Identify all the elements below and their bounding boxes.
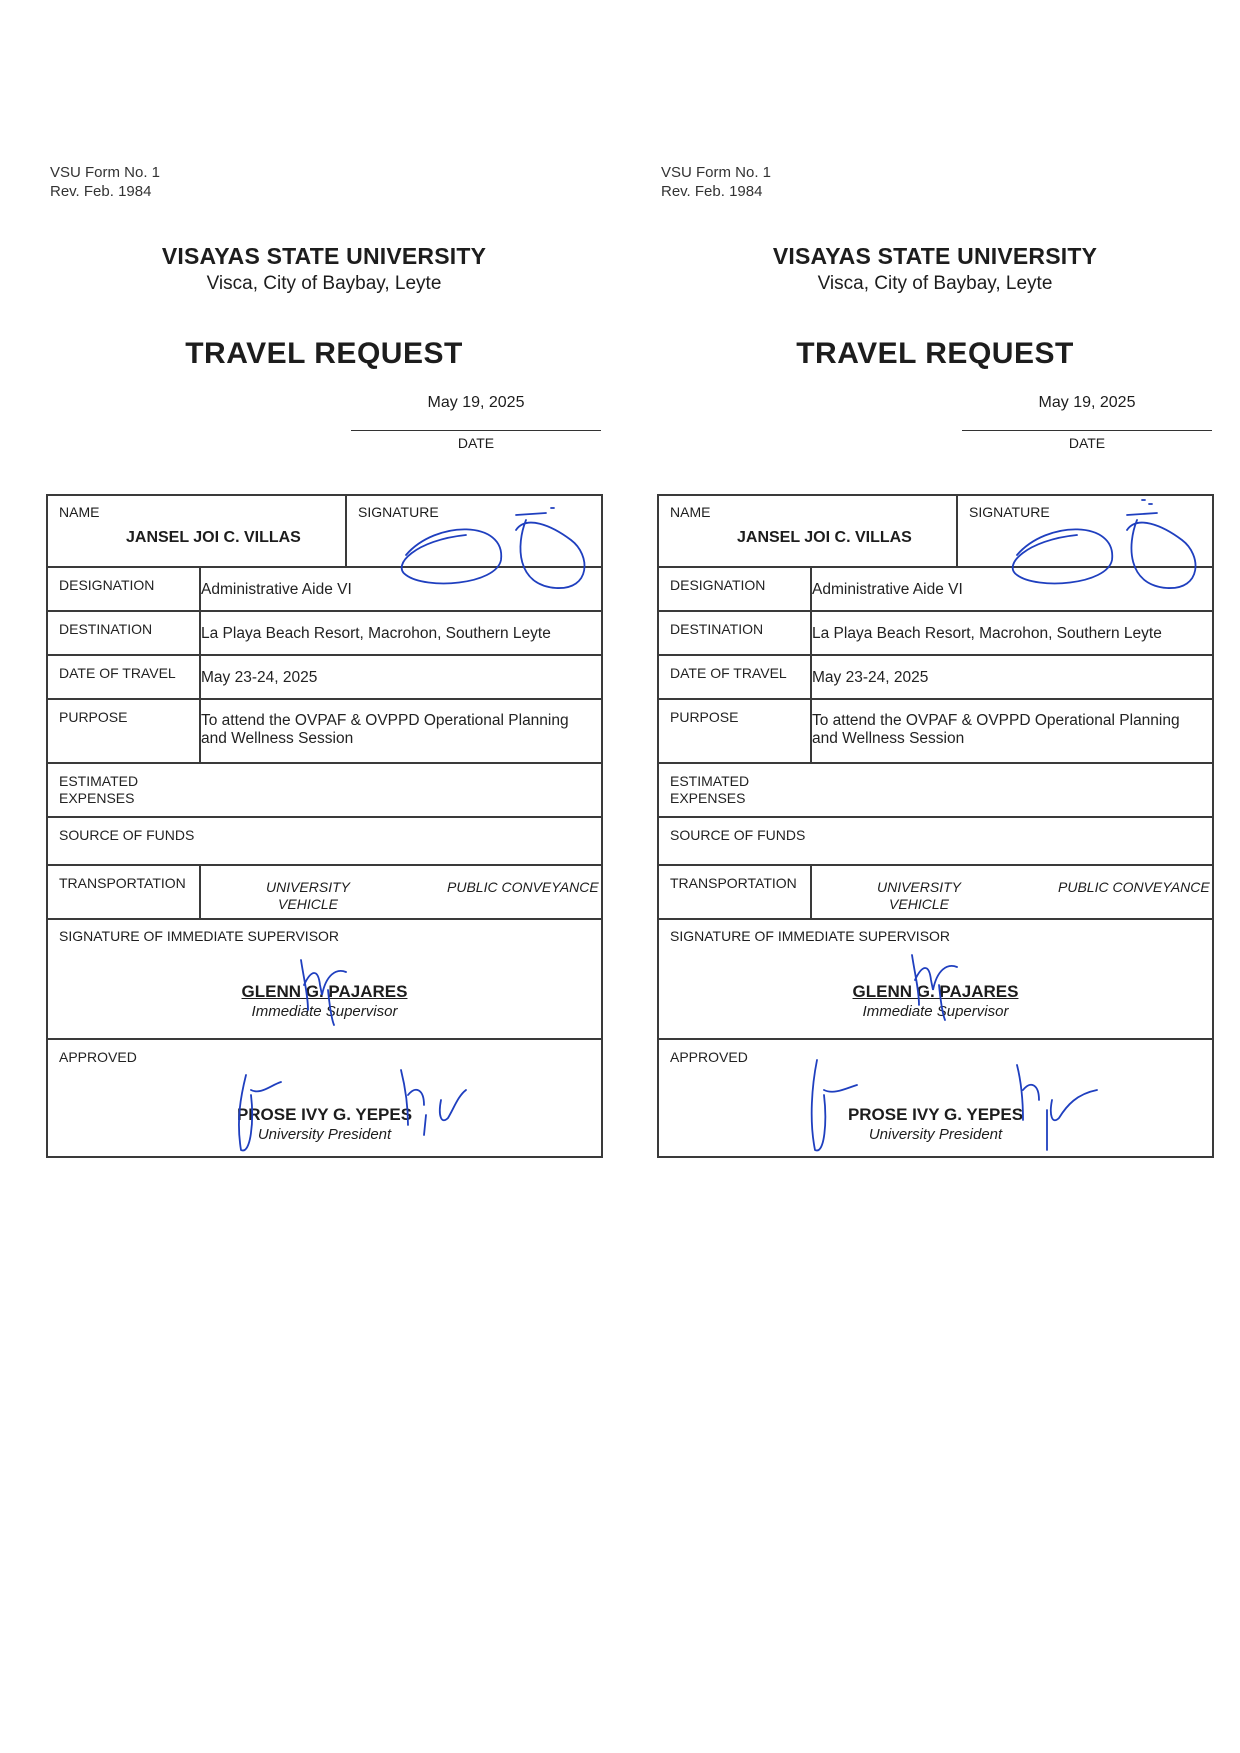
source-of-funds-cell [658,817,1213,865]
name-label: NAME [670,504,711,520]
designation-label: DESIGNATION [670,577,766,593]
date-label: DATE [1068,435,1106,451]
estimated-expenses-cell [47,763,602,817]
supervisor-position: Immediate Supervisor [862,1003,1009,1020]
date-label: DATE [457,435,495,451]
date-of-travel-label-cell [658,655,811,699]
designation-value-cell [200,567,602,611]
estimated-expenses-label: ESTIMATED EXPENSES [59,773,139,806]
supervisor-position: Immediate Supervisor [251,1003,398,1020]
approved-cell [47,1039,602,1157]
travel-request-form-left [46,0,606,1200]
purpose-label: PURPOSE [59,709,128,725]
designation-value: Administrative Aide VI [201,581,352,598]
purpose-label-cell [47,699,200,763]
supervisor-cell [658,919,1213,1039]
date-of-travel-label-cell [47,655,200,699]
option-public-conveyance: PUBLIC CONVEYANCE [447,879,599,895]
university-header [657,243,1213,295]
date-of-travel-label: DATE OF TRAVEL [59,665,176,681]
university-address: Visca, City of Baybay, Leyte [206,273,442,294]
approver-name: PROSE IVY G. YEPES [847,1105,1024,1124]
source-of-funds-label: SOURCE OF FUNDS [59,827,195,843]
destination-label-cell [47,611,200,655]
designation-value-cell [811,567,1213,611]
date-of-travel-label: DATE OF TRAVEL [670,665,787,681]
purpose-value: To attend the OVPAF & OVPPD Operational Planning and Wellness Session [201,712,569,747]
university-name: VISAYAS STATE UNIVERSITY [772,243,1098,269]
option-university-vehicle: UNIVERSITY VEHICLE [265,879,350,912]
signature-cell [346,495,602,567]
option-public-conveyance: PUBLIC CONVEYANCE [1058,879,1210,895]
source-of-funds-label: SOURCE OF FUNDS [670,827,806,843]
university-header [46,243,602,295]
transportation-label: TRANSPORTATION [59,875,186,891]
form-number [661,163,771,201]
estimated-expenses-cell [658,763,1213,817]
destination-value-cell [811,611,1213,655]
name-cell [658,495,957,567]
purpose-value: To attend the OVPAF & OVPPD Operational Planning and Wellness Session [812,712,1180,747]
form-number [50,163,160,201]
date-underline [351,430,601,431]
supervisor-name: GLENN G. PAJARES [852,982,1019,1001]
date-of-travel-value: May 23-24, 2025 [812,669,929,686]
supervisor-label: SIGNATURE OF IMMEDIATE SUPERVISOR [59,928,340,944]
purpose-label-cell [658,699,811,763]
form-title: TRAVEL REQUEST [796,337,1074,370]
name-value: JANSEL JOI C. VILLAS [737,529,912,546]
travel-request-form-right [657,0,1217,1200]
approved-label: APPROVED [59,1049,137,1065]
supervisor-cell [47,919,602,1039]
form-rev-text: Rev. Feb. 1984 [50,183,152,200]
transportation-options-cell [200,865,602,919]
form-rev-text: Rev. Feb. 1984 [661,183,763,200]
approved-label: APPROVED [670,1049,748,1065]
destination-value: La Playa Beach Resort, Macrohon, Southern Leyte [812,625,1162,642]
option-university-vehicle: UNIVERSITY VEHICLE [876,879,961,912]
destination-label: DESTINATION [670,621,764,637]
date-of-travel-value-cell [811,655,1213,699]
designation-label: DESIGNATION [59,577,155,593]
supervisor-name: GLENN G. PAJARES [241,982,408,1001]
designation-value: Administrative Aide VI [812,581,963,598]
name-label: NAME [59,504,100,520]
destination-label: DESTINATION [59,621,153,637]
approved-cell [658,1039,1213,1157]
form-no-text: VSU Form No. 1 [661,164,772,181]
purpose-value-cell [200,699,602,763]
form-no-text: VSU Form No. 1 [50,164,161,181]
request-date: May 19, 2025 [1038,394,1136,411]
university-address: Visca, City of Baybay, Leyte [817,273,1053,294]
estimated-expenses-label: ESTIMATED EXPENSES [670,773,750,806]
request-date: May 19, 2025 [427,394,525,411]
designation-label-cell [47,567,200,611]
approver-position: University President [868,1126,1003,1143]
supervisor-label: SIGNATURE OF IMMEDIATE SUPERVISOR [670,928,951,944]
designation-label-cell [658,567,811,611]
name-cell [47,495,346,567]
transportation-label-cell [658,865,811,919]
name-value: JANSEL JOI C. VILLAS [126,529,301,546]
date-underline [962,430,1212,431]
form-title: TRAVEL REQUEST [185,337,463,370]
travel-request-table [46,494,603,1158]
destination-value-cell [200,611,602,655]
transportation-label: TRANSPORTATION [670,875,797,891]
purpose-label: PURPOSE [670,709,739,725]
source-of-funds-cell [47,817,602,865]
signature-label: SIGNATURE [358,504,439,520]
travel-request-table [657,494,1214,1158]
destination-label-cell [658,611,811,655]
destination-value: La Playa Beach Resort, Macrohon, Southern Leyte [201,625,551,642]
university-name: VISAYAS STATE UNIVERSITY [161,243,487,269]
signature-cell [957,495,1213,567]
approver-name: PROSE IVY G. YEPES [236,1105,413,1124]
transportation-options-cell [811,865,1213,919]
purpose-value-cell [811,699,1213,763]
approver-position: University President [257,1126,392,1143]
date-of-travel-value-cell [200,655,602,699]
transportation-label-cell [47,865,200,919]
signature-label: SIGNATURE [969,504,1050,520]
date-of-travel-value: May 23-24, 2025 [201,669,318,686]
